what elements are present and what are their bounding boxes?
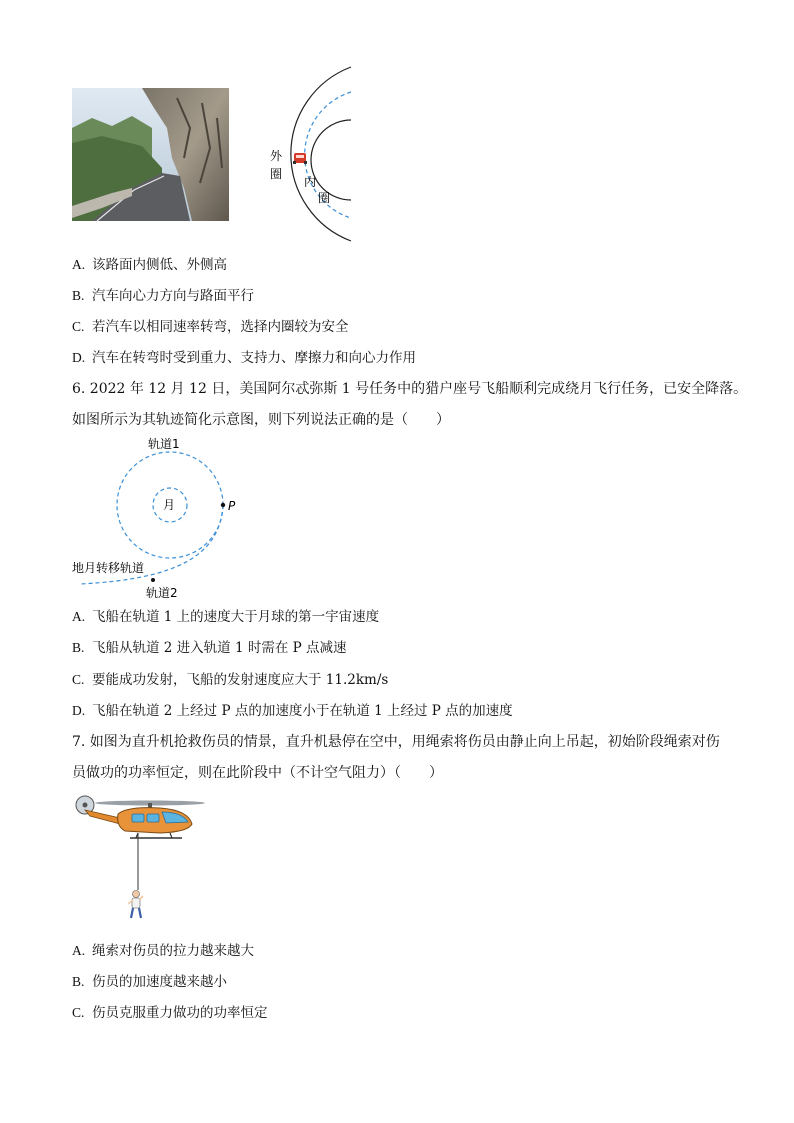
inner-label-1: 内 — [304, 175, 317, 189]
point-p-label: P — [228, 499, 236, 513]
q6-option-c: C. 要能成功发射，飞船的发射速度应大于 11.2km/s — [72, 672, 389, 688]
q6-option-d: D. 飞船在轨道 2 上经过 P 点的加速度小于在轨道 1 上经过 P 点的加速度 — [72, 703, 513, 719]
car-icon — [293, 153, 307, 164]
orbit1-label: 轨道1 — [148, 437, 180, 451]
inner-circle-arc — [311, 120, 351, 200]
inner-label-2: 圈 — [318, 191, 331, 205]
point-p-dot — [221, 503, 225, 507]
mountain-road-photo — [72, 88, 229, 221]
q6-stem-line1: 6. 2022 年 12 月 12 日，美国阿尔忒弥斯 1 号任务中的猎户座号飞船顺利完成绕月飞行任务，已安全降落。 — [72, 381, 748, 397]
q5-option-a: A. 该路面内侧低、外侧高 — [72, 257, 227, 273]
q6-stem-line2: 如图所示为其轨迹简化示意图，则下列说法正确的是（ ） — [72, 412, 450, 428]
helicopter-icon — [76, 796, 205, 838]
q5-option-b: B. 汽车向心力方向与路面平行 — [72, 288, 254, 304]
injured-person-icon — [128, 891, 143, 919]
outer-label-2: 圈 — [270, 167, 283, 181]
q6-option-b: B. 飞船从轨道 2 进入轨道 1 时需在 P 点减速 — [72, 640, 347, 656]
q6-option-a: A. 飞船在轨道 1 上的速度大于月球的第一宇宙速度 — [72, 609, 380, 625]
q5-option-d: D. 汽车在转弯时受到重力、支持力、摩擦力和向心力作用 — [72, 350, 416, 366]
q7-option-a: A. 绳索对伤员的拉力越来越大 — [72, 943, 254, 959]
q7-stem-line2: 员做功的功率恒定，则在此阶段中（不计空气阻力）（ ） — [72, 765, 443, 781]
helicopter-rescue-illustration — [70, 790, 210, 930]
q7-option-b: B. 伤员的加速度越来越小 — [72, 974, 227, 990]
moon-label: 月 — [163, 498, 176, 512]
orbit2-label: 轨道2 — [146, 586, 178, 600]
q5-option-c: C. 若汽车以相同速率转弯，选择内圈较为安全 — [72, 319, 349, 335]
outer-label-1: 外 — [270, 149, 283, 163]
lunar-orbit-diagram — [70, 434, 270, 602]
transfer-orbit-label: 地月转移轨道 — [72, 561, 145, 575]
orbit2-dot — [151, 578, 155, 582]
q7-stem-line1: 7. 如图为直升机抢救伤员的情景，直升机悬停在空中，用绳索将伤员由静止向上吊起，初始阶段绳索对伤 — [72, 734, 720, 750]
curved-road-diagram — [250, 62, 360, 248]
q7-option-c: C. 伤员克服重力做功的功率恒定 — [72, 1005, 268, 1021]
